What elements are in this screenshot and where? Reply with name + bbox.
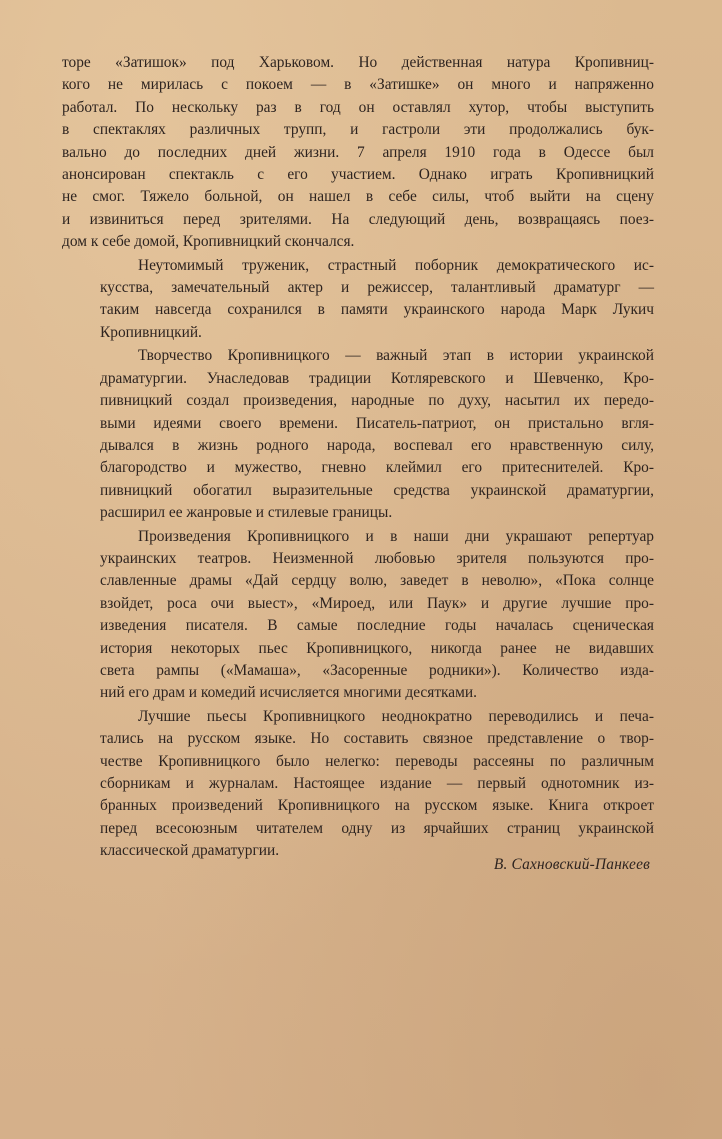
text-line: честве Кропивницкого было нелегко: переводы рассеяны по различным	[100, 752, 654, 770]
text-line: Кропивницкий.	[100, 323, 202, 341]
text-line: света рампы («Мамаша», «Засоренные родники»). Количество изда-	[100, 661, 654, 679]
text-line: ний его драм и комедий исчисляется многими десятками.	[100, 684, 477, 702]
text-line: драматургии. Унаследовав традиции Котляревского и Шевченко, Кро-	[100, 369, 654, 387]
text-line: сборникам и журналам. Настоящее издание — первый однотомник из-	[100, 775, 654, 792]
text-line: славленные драмы «Дай сердцу волю, заведет в неволю», «Пока солнце	[100, 572, 654, 590]
text-line: Лучшие пьесы Кропивницкого неоднократно переводились и печа-	[138, 707, 654, 725]
text-line: анонсирован спектакль с его участием. Однако играть Кропивницкий	[62, 166, 654, 184]
text-line: пивницкий обогатил выразительные средства украинской драматургии,	[100, 481, 654, 499]
author-signature: В. Сахновский-Панкеев	[493, 856, 650, 873]
text-line: не смог. Тяжело больной, он нашел в себе силы, чтоб выйти на сцену	[62, 188, 654, 206]
paragraph	[62, 255, 654, 345]
text-line: история некоторых пьес Кропивницкого, никогда ранее не видавших	[100, 639, 654, 657]
text-line: перед всесоюзным читателем одну из ярчайших страниц украинской	[100, 819, 654, 837]
text-line: вально до последних дней жизни. 7 апреля 1910 года в Одессе был	[62, 143, 654, 161]
text-line: Произведения Кропивницкого и в наши дни украшают репертуар	[138, 527, 654, 545]
text-line: таким навсегда сохранился в памяти украинского народа Марк Лукич	[100, 301, 654, 319]
text-line: бранных произведений Кропивницкого на русском языке. Книга откроет	[100, 797, 654, 815]
text-line: кусства, замечательный актер и режиссер, талантливый драматург —	[100, 279, 654, 297]
text-line: дом к себе домой, Кропивницкий скончался.	[62, 233, 355, 251]
text-line: Неутомимый труженик, страстный поборник демократического ис-	[138, 256, 654, 274]
text-line: торе «Затишок» под Харьковом. Но действенная натура Кропивниц-	[62, 54, 654, 71]
text-line: и извиниться перед зрителями. На следующий день, возвращаясь поез-	[62, 210, 654, 228]
text-line: дывался в жизнь родного народа, воспевал его нравственную силу,	[100, 436, 654, 454]
text-line: кого не мирилась с покоем — в «Затишке» он много и напряженно	[62, 76, 654, 94]
text-line: работал. По нескольку раз в год он оставлял хутор, чтобы выступить	[62, 98, 654, 116]
text-line: классической драматургии.	[100, 842, 280, 860]
paragraph	[62, 52, 654, 254]
text-line: тались на русском языке. Но составить связное представление о твор-	[100, 730, 654, 748]
text-line: выми идеями своего времени. Писатель-патриот, он пристально вгля-	[100, 414, 654, 432]
text-line: расширил ее жанровые и стилевые границы.	[100, 504, 393, 522]
paragraph	[62, 706, 654, 863]
paragraph	[62, 345, 654, 524]
text-line: Творчество Кропивницкого — важный этап в истории украинской	[138, 347, 654, 365]
paragraph	[62, 526, 654, 705]
body-text	[62, 52, 654, 863]
text-line: благородство и мужество, гневно клеймил его притеснителей. Кро-	[100, 459, 654, 477]
text-line: взойдет, роса очи выест», «Мироед, или Паук» и другие лучшие про-	[100, 594, 654, 612]
text-line: пивницкий создал произведения, народные по духу, насытил их передо-	[100, 392, 654, 410]
text-line: изведения писателя. В самые последние годы началась сценическая	[100, 617, 654, 635]
text-line: в спектаклях различных трупп, и гастроли эти продолжались бук-	[62, 121, 654, 139]
text-line: украинских театров. Неизменной любовью зрителя пользуются про-	[100, 549, 654, 567]
